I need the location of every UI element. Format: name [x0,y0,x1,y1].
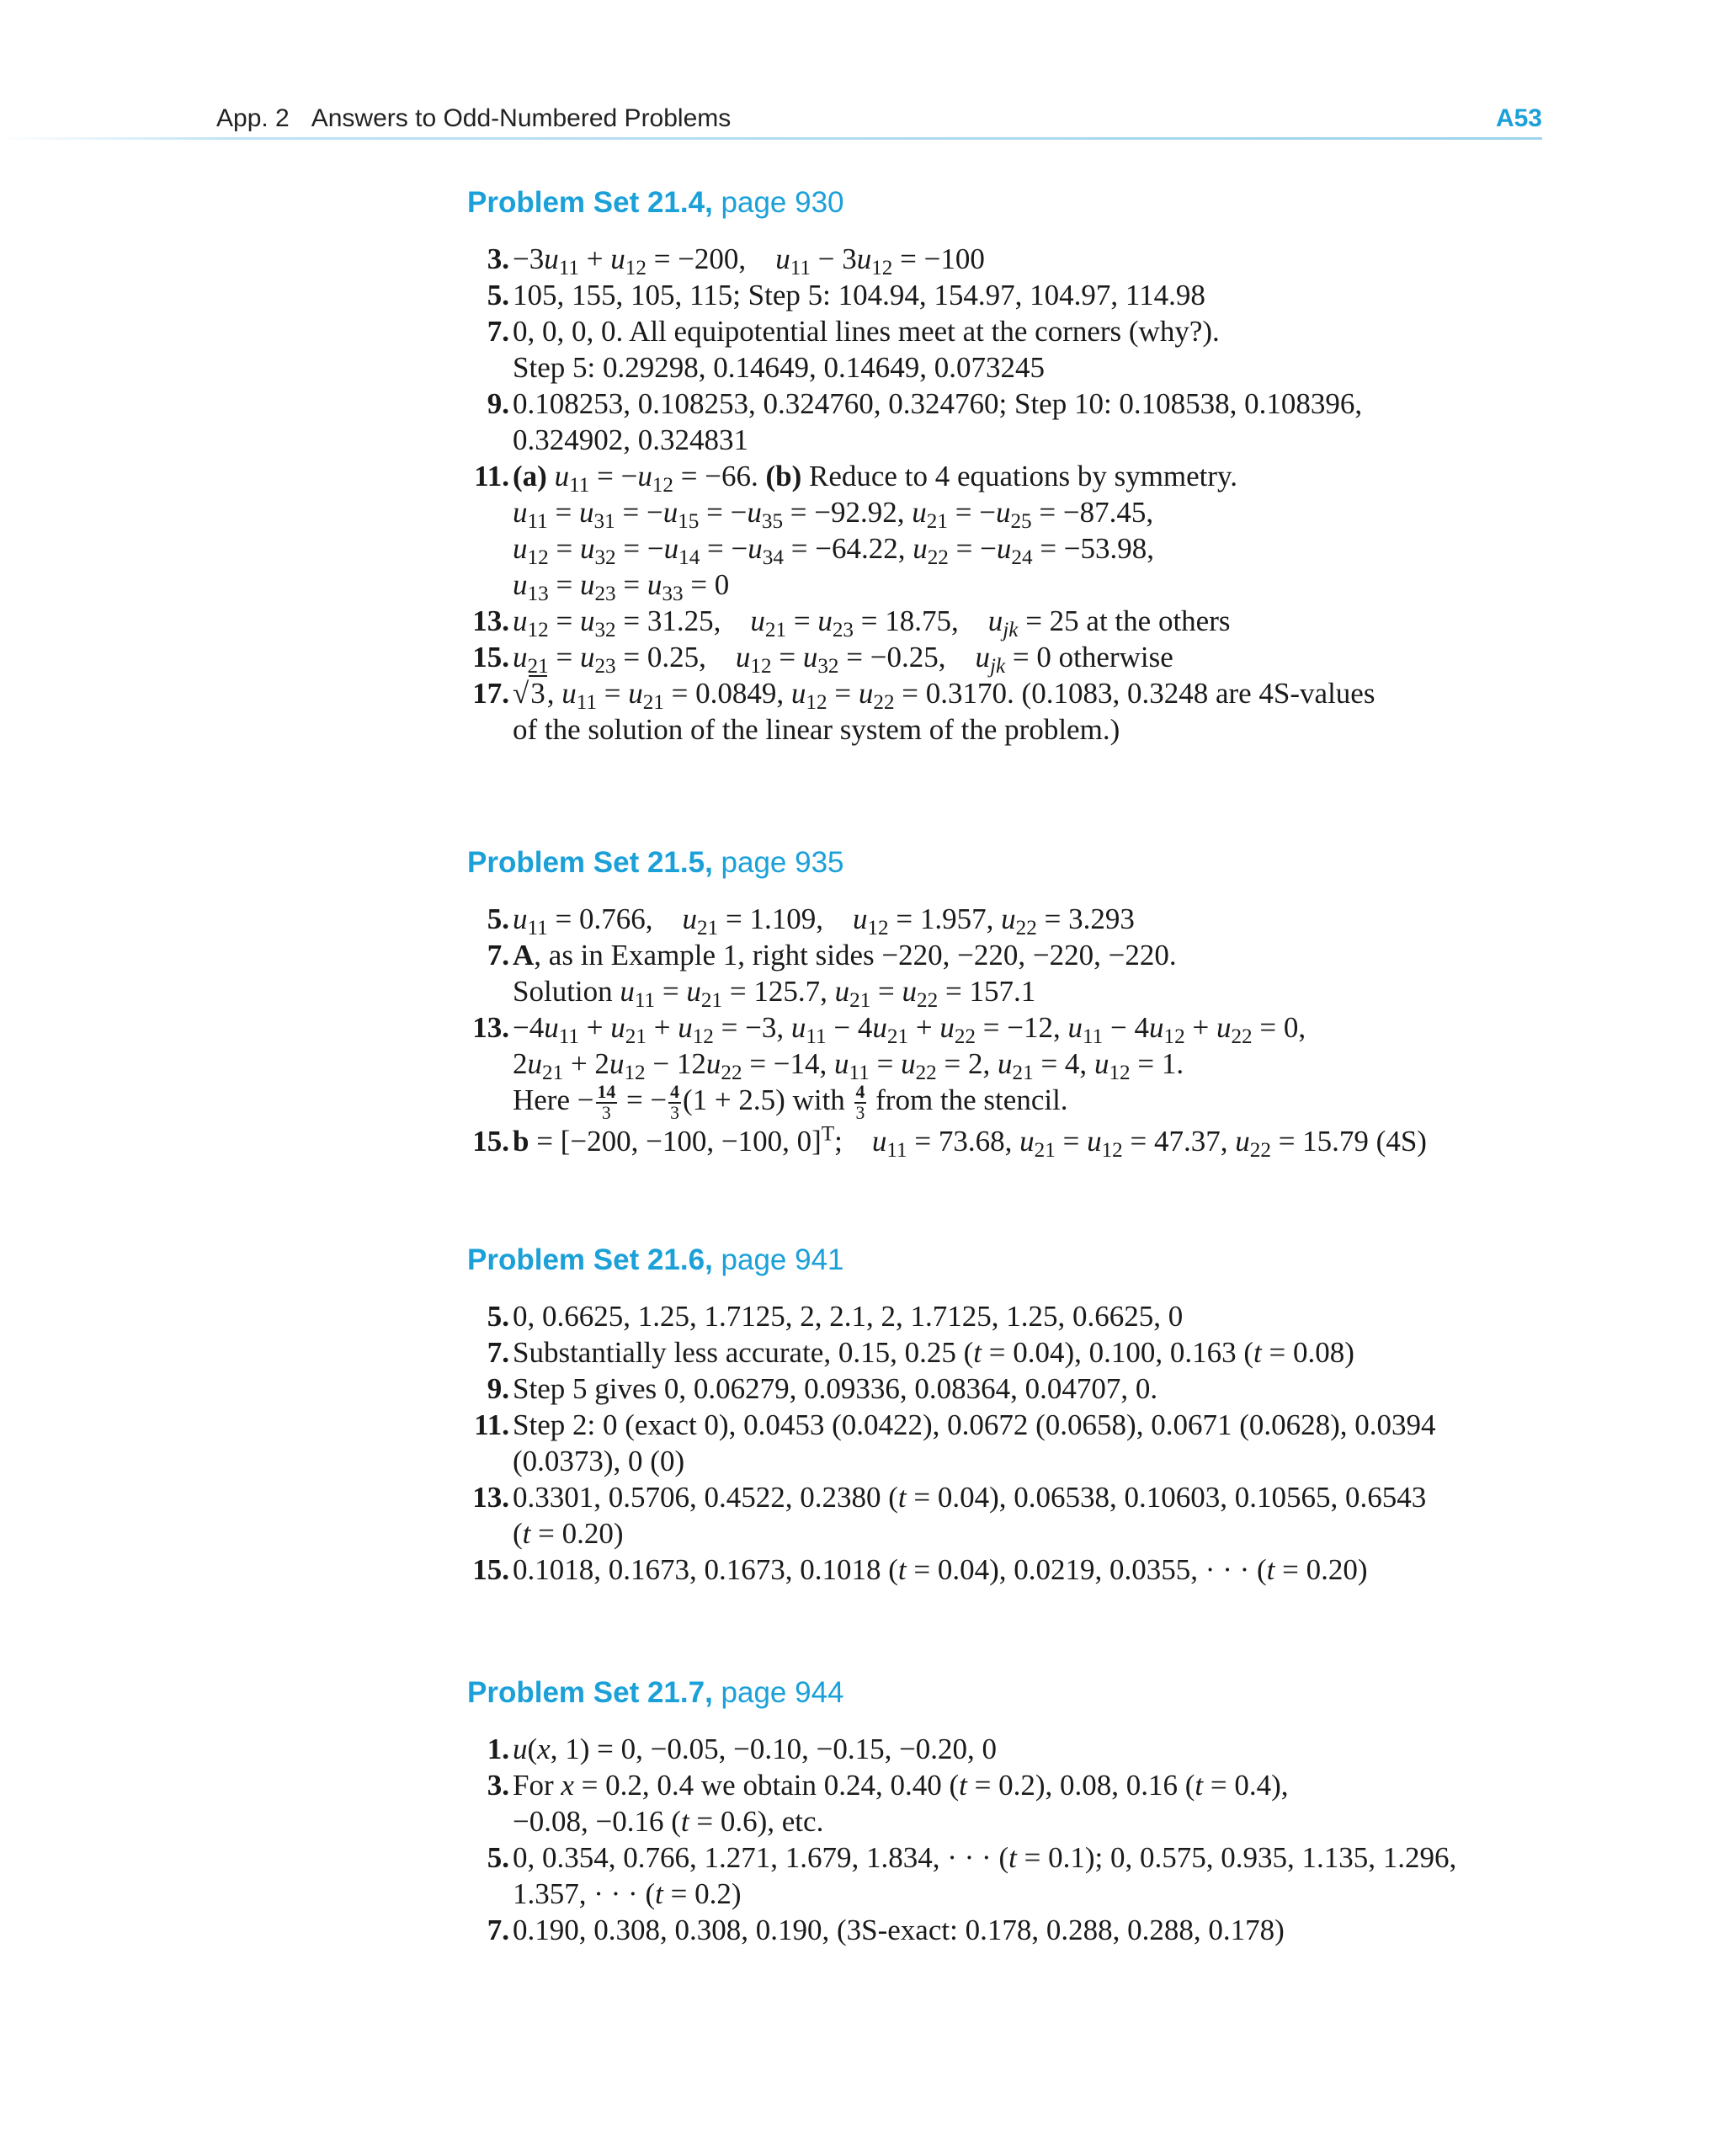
section-title: Problem Set 21.5, page 935 [467,846,844,879]
problem-set-21-6 [467,1241,1562,1588]
answer-11: 11. Step 2: 0 (exact 0), 0.0453 (0.0422), 0.0672 (0.0658), 0.0671 (0.0628), 0.0394 (0.0373), 0 (0) [474,1408,1436,1477]
answer-7: 7. 0, 0, 0, 0. All equipotential lines meet at the corners (why?). Step 5: 0.29298, 0.14649, 0.14649, 0.073245 [487,315,1220,384]
answer-13: 13. 0.3301, 0.5706, 0.4522, 0.2380 (t = 0.04), 0.06538, 0.10603, 0.10565, 0.6543 (t = 0.20) [472,1481,1427,1550]
problem-set-21-7 [467,1674,1562,1948]
answer-1: 1. u(x, 1) = 0, −0.05, −0.10, −0.15, −0.20, 0 [487,1733,998,1765]
header-rule [0,137,1542,140]
section-title: Problem Set 21.4, page 930 [467,186,844,219]
page-number: A53 [1495,104,1542,132]
answer-15: 15. b = [−200, −100, −100, 0]$^T$; $u_{11} = 73.68$, $u_{21} = u_{12} = 47.37$, $u_{22} = 15.79$ (4S) [472,1122,1427,1162]
answer-5: 5. $u_{11} = 0.766$, $u_{21} = 1.109$, $u_{12} = 1.957$, $u_{22} = 3.293$ [487,902,1135,940]
answer-13: 13. $-4u_{11} + u_{21} + u_{12} = -3$, $u_{11} - 4u_{21} + u_{22} = -12$, $u_{11} - 4u_{12} + u_{22} = 0$, $2u_{21} + 2u_{12} - 12u_{22} = -14$, $u_{11} = u_{22} = 2$, $u_{21} = 4$, $u_{12} = 1$. Here − $\frac{14}{3}$ = − $\frac{4}{3}$ (1 + 2.5) with $\frac{4}{3}$ from the stencil. [472,1011,1306,1123]
answer-17: 17. √3, $u_{11} = u_{21} = 0.0849$, $u_{12} = u_{22} = 0.3170$. (0.1083, 0.3248 are 4S-values of the solution of the linear system of the problem.) [472,677,1375,746]
section-title: Problem Set 21.6, page 941 [467,1243,844,1276]
answer-15: 15. $u_{21} = u_{23} = 0.25$, $u_{12} = u_{32} = -0.25$, $u_{jk} = 0$ otherwise [472,641,1173,679]
answer-3: 3. $-3u_{11} + u_{12} = -200$, $u_{11} - 3u_{12} = -100$ [487,242,985,280]
problem-set-21-5 [467,844,1562,1162]
answer-11: 11. (a) $u_{11} = -u_{12} = -66$. (b) Reduce to 4 equations by symmetry. $u_{11} = u_{31} = -u_{15} = -u_{35} = -92.92$, $u_{21} = -u_{25} = -87.45$, $u_{12} = u_{32} = -u_{14} = -u_{34} = -64.22$, $u_{22} = -u_{24} = -53.98$, $u_{13} = u_{23} = u_{33} = 0$ [474,460,1238,606]
answer-7: 7. 0.190, 0.308, 0.308, 0.190, (3S-exact: 0.178, 0.288, 0.288, 0.178) [487,1914,1285,1946]
answer-3: 3. For x = 0.2, 0.4 we obtain 0.24, 0.40 (t = 0.2), 0.08, 0.16 (t = 0.4), −0.08, −0.16 (t = 0.6), etc. [487,1769,1289,1838]
answer-13: 13. $u_{12} = u_{32} = 31.25$, $u_{21} = u_{23} = 18.75$, $u_{jk} = 25$ at the others [472,604,1231,642]
answer-7: 7. A, as in Example 1, right sides −220, −220, −220, −220. Solution $u_{11} = u_{21} = 125.7$, $u_{21} = u_{22} = 157.1$ [487,939,1177,1013]
running-header [216,104,731,133]
answer-7: 7. Substantially less accurate, 0.15, 0.25 (t = 0.04), 0.100, 0.163 (t = 0.08) [487,1336,1354,1369]
section-title: Problem Set 21.7, page 944 [467,1676,844,1709]
answer-5: 5. 0, 0.6625, 1.25, 1.7125, 2, 2.1, 2, 1.7125, 1.25, 0.6625, 0 [487,1300,1184,1333]
answer-9: 9. 0.108253, 0.108253, 0.324760, 0.324760; Step 10: 0.108538, 0.108396, 0.324902, 0.324831 [487,387,1363,456]
problem-set-21-4 [467,184,1562,748]
appendix-label: App. 2 [216,104,290,132]
answer-5: 5. 105, 155, 105, 115; Step 5: 104.94, 154.97, 104.97, 114.98 [487,279,1205,311]
answer-5: 5. 0, 0.354, 0.766, 1.271, 1.679, 1.834, · · · (t = 0.1); 0, 0.575, 0.935, 1.135, 1.296, 1.357, · · · (t = 0.2) [487,1841,1457,1910]
running-title: Answers to Odd-Numbered Problems [311,104,732,132]
answer-9: 9. Step 5 gives 0, 0.06279, 0.09336, 0.08364, 0.04707, 0. [487,1372,1158,1405]
answer-15: 15. 0.1018, 0.1673, 0.1673, 0.1018 (t = 0.04), 0.0219, 0.0355, · · · (t = 0.20) [472,1553,1368,1586]
